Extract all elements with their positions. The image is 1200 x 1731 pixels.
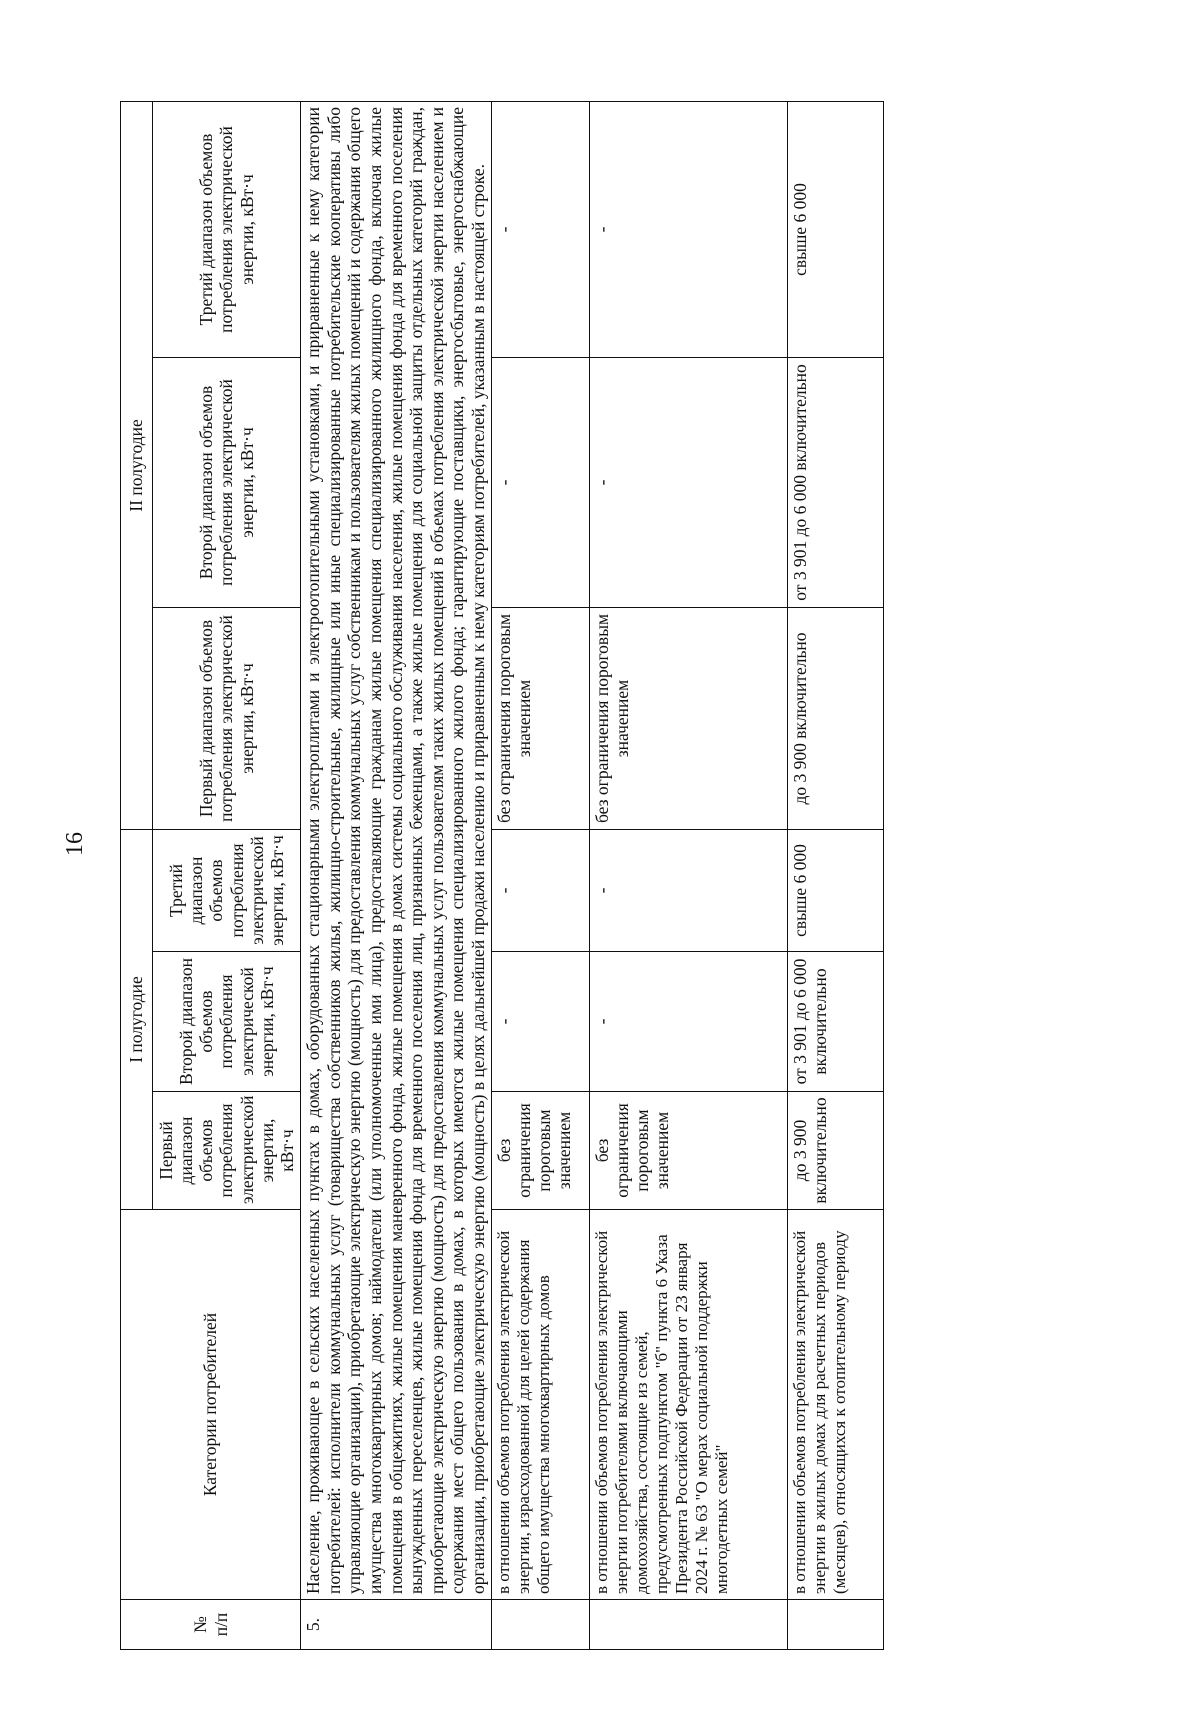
row-cell: от 3 901 до 6 000 включительно	[787, 357, 883, 607]
h1-range2-header: Второй диапазон объемов потребления электрической энергии, кВт·ч	[153, 952, 301, 1092]
h1-range1-header: Первый диапазон объемов потребления электрической энергии, кВт·ч	[153, 1092, 301, 1210]
num-header: № п/п	[121, 1600, 301, 1650]
tariff-table	[120, 101, 884, 1650]
row-cell: -	[589, 952, 787, 1092]
row-cell: без ограничения пороговым значением	[491, 607, 589, 829]
h2-range3-header: Третий диапазон объемов потребления электрической энергии, кВт·ч	[153, 101, 301, 357]
tariff-table-rotated	[120, 102, 1120, 1650]
row-cell: свыше 6 000	[787, 829, 883, 951]
header-row-1	[121, 101, 153, 1649]
row-category: в отношении объемов потребления электрической энергии, израсходованной для целей содержания общего имущества многоквартирных домов	[491, 1210, 589, 1600]
row-cell: -	[589, 829, 787, 951]
row-cell: от 3 901 до 6 000 включительно	[787, 952, 883, 1092]
row-cell: без ограничения пороговым значением	[589, 607, 787, 829]
row-cell: без ограничения пороговым значением	[589, 1092, 787, 1210]
h2-range2-header: Второй диапазон объемов потребления электрической энергии, кВт·ч	[153, 357, 301, 607]
row-cell: -	[491, 952, 589, 1092]
category-header: Категории потребителей	[121, 1210, 301, 1600]
section-row	[301, 101, 492, 1649]
section-number: 5.	[301, 1600, 492, 1650]
row-category: в отношении объемов потребления электрической энергии в жилых домах для расчетных периодов (месяцев), относящихся к отопительному периоду	[787, 1210, 883, 1600]
page-number: 16	[62, 832, 88, 856]
row-number-empty	[491, 1600, 589, 1650]
table-row	[491, 101, 589, 1649]
row-category: в отношении объемов потребления электрической энергии потребителями включающими домохозяйства, состоящие из семей, предусмотренных подпунктом "б" пункта 6 Указа Президента Российской Федерации от 23 января 2024 г. № 63 "О мерах социальной поддержки многодетных семей"	[589, 1210, 787, 1600]
row-cell: -	[589, 101, 787, 357]
row-cell: -	[491, 357, 589, 607]
section-text: Население, проживающее в сельских населенных пунктах в домах, оборудованных стационарными электроплитами и электроотопительными установками, и приравненные к нему категории потребителей: исполнители коммунальных услуг (товарищества собственников жилья, жилищно-строительные, жилищные или иные специализированные потребительские кооперативы либо управляющие организации), приобретающие электрическую энергию (мощность) для предоставления коммунальных услуг собственникам и пользователям жилых помещений и содержания общего имущества многоквартирных домов; наймодатели (или уполномоченные ими лица), предоставляющие гражданам жилые помещения специализированного жилищного фонда, включая жилые помещения в общежитиях, жилые помещения маневренного фонда, жилые помещения в домах системы социального обслуживания населения, жилые помещения фонда для временного поселения вынужденных переселенцев, жилые помещения фонда для временного поселения лиц, признанных беженцами, а также жилые помещения для социальной защиты отдельных категорий граждан, приобретающие электрическую энергию (мощность) для предоставления коммунальных услуг пользователям таких жилых помещений в объемах потребления электрической энергии населением и содержания мест общего пользования в домах, в которых имеются жилые помещения специализированного жилого фонда; гарантирующие поставщики, энергосбытовые, энергоснабжающие организации, приобретающие электрическую энергию (мощность) в целях дальнейшей продажи населению и приравненным к нему категориям потребителей, указанным в настоящей строке.	[301, 101, 492, 1599]
row-cell: до 3 900 включительно	[787, 1092, 883, 1210]
row-cell: -	[491, 829, 589, 951]
row-cell: свыше 6 000	[787, 101, 883, 357]
h2-range1-header: Первый диапазон объемов потребления электрической энергии, кВт·ч	[153, 607, 301, 829]
h1-range3-header: Третий диапазон объемов потребления электрической энергии, кВт·ч	[153, 829, 301, 951]
table-row	[787, 101, 883, 1649]
row-cell: -	[491, 101, 589, 357]
table-row	[589, 101, 787, 1649]
half2-header: II полугодие	[121, 101, 153, 829]
row-cell: до 3 900 включительно	[787, 607, 883, 829]
row-cell: без ограничения пороговым значением	[491, 1092, 589, 1210]
half1-header: I полугодие	[121, 829, 153, 1209]
row-cell: -	[589, 357, 787, 607]
row-number-empty	[589, 1600, 787, 1650]
row-number-empty	[787, 1600, 883, 1650]
